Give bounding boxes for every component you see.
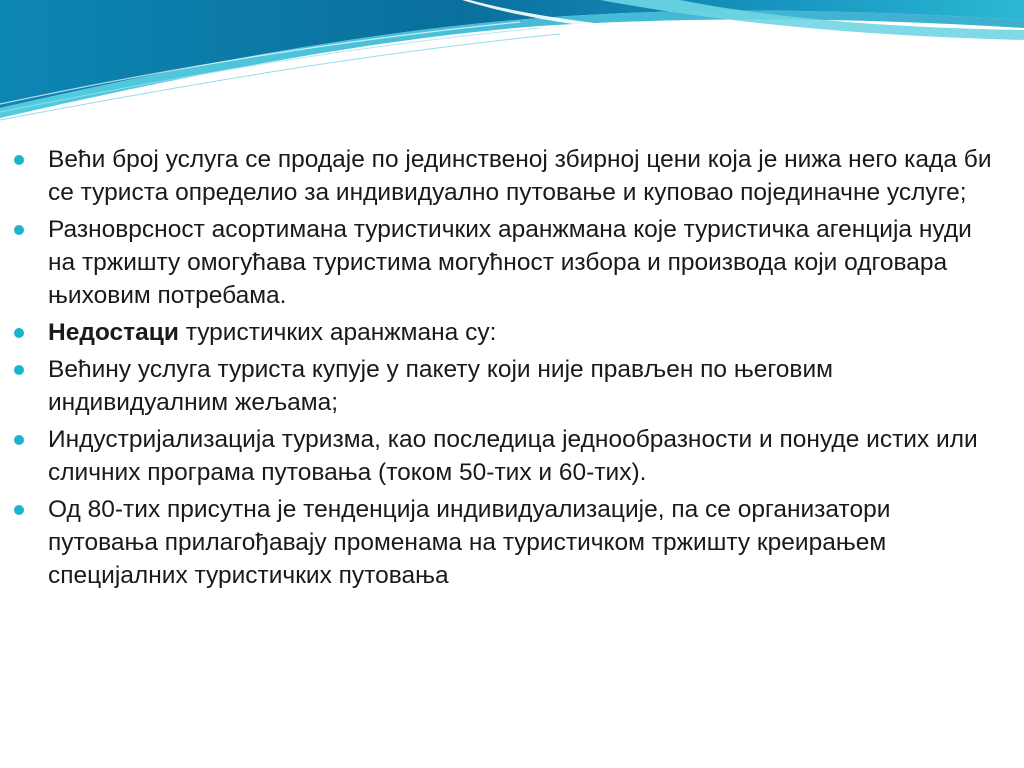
bullet-list bbox=[14, 143, 1004, 592]
bullet-dot-icon bbox=[14, 155, 24, 165]
bullet-text: Већину услуга туриста купује у пакету који није прављен по његовим индивидуалним жељама; bbox=[48, 356, 833, 416]
bullet-item bbox=[14, 353, 1004, 419]
bullet-dot-icon bbox=[14, 328, 24, 338]
slide-body bbox=[14, 143, 1004, 596]
bullet-text: Од 80-тих присутна је тенденција индивидуализације, па се организатори путовања прилагођавају променама на туристичком тржишту креирањем специјалних туристичких путовања bbox=[48, 496, 891, 589]
bullet-item bbox=[14, 143, 1004, 209]
bullet-text: Индустријализација туризма, као последица једнообразности и понуде истих или сличних програма путовања (током 50-тих и 60-тих). bbox=[48, 426, 978, 486]
bullet-text: туристичких аранжмана су: bbox=[178, 319, 497, 346]
bullet-item bbox=[14, 213, 1004, 312]
bullet-lead: Недостаци bbox=[48, 319, 179, 346]
bullet-item bbox=[14, 493, 1004, 592]
bullet-dot-icon bbox=[14, 505, 24, 515]
bullet-text: Разноврсност асортимана туристичких аранжмана које туристичка агенција нуди на тржишту омогућава туристима могућност избора и производа који одговара њиховим потребама. bbox=[48, 216, 972, 309]
bullet-dot-icon bbox=[14, 435, 24, 445]
bullet-item bbox=[14, 316, 1004, 349]
bullet-dot-icon bbox=[14, 225, 24, 235]
header-wave-decoration bbox=[0, 0, 1024, 130]
bullet-item bbox=[14, 423, 1004, 489]
bullet-dot-icon bbox=[14, 365, 24, 375]
bullet-text: Већи број услуга се продаје по јединственој збирној цени која је нижа него када би се туриста определио за индивидуално путовање и куповао појединачне услуге; bbox=[48, 146, 992, 206]
